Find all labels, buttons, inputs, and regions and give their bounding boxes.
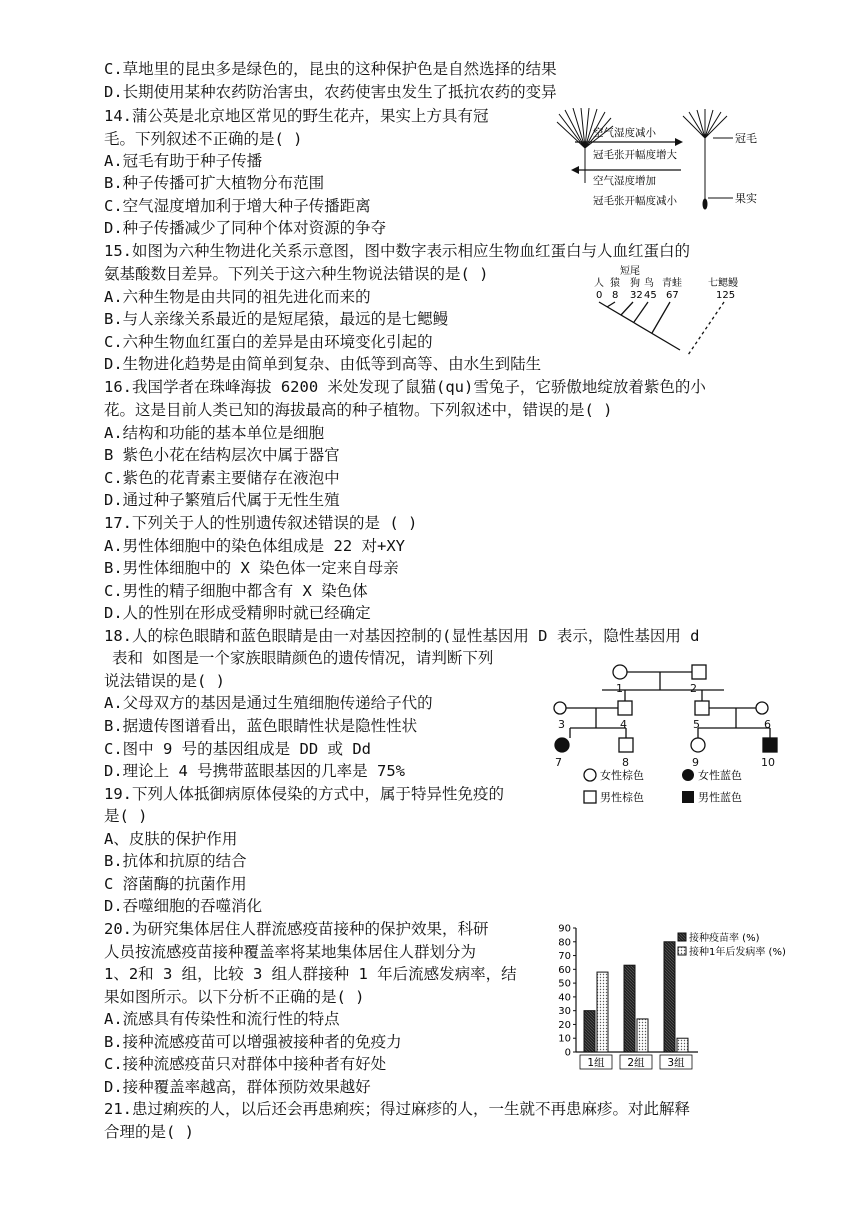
text-line-19: C.紫色的花青素主要储存在液泡中 [104, 469, 340, 487]
text-line-39: 20.为研究集体居住人群流感疫苗接种的保护效果，科研 [104, 920, 489, 938]
legend-incidence-rate: 接种1年后发病率 (%) [689, 947, 786, 958]
person-number: 2 [690, 682, 697, 695]
x-category-label: 2组 [627, 1057, 645, 1069]
person-2 [692, 665, 706, 679]
person-1 [613, 665, 627, 679]
person-number: 5 [693, 718, 700, 731]
text-line-33: 19.下列人体抵御病原体侵染的方式中，属于特异性免疫的 [104, 785, 504, 803]
tree-species: 人 [594, 278, 604, 289]
tree-extra-label: 短尾 [620, 266, 640, 277]
tree-species: 七鳃鳗 [708, 278, 738, 289]
person-9 [691, 738, 705, 752]
person-number: 6 [764, 718, 771, 731]
text-line-42: 果如图所示。以下分析不正确的是( ) [104, 988, 365, 1006]
text-line-18: B 紫色小花在结构层次中属于器官 [104, 446, 340, 464]
legend-female-blue: 女性蓝色 [698, 769, 742, 782]
vaccine-bar-chart [548, 922, 820, 1072]
y-tick-label: 80 [558, 937, 571, 949]
text-line-01: C.草地里的昆虫多是绿色的，昆虫的这种保护色是自然选择的结果 [104, 60, 557, 78]
y-tick-label: 70 [558, 951, 571, 963]
tree-value: 45 [644, 290, 657, 301]
tree-branches [599, 302, 724, 355]
text-line-28: 说法错误的是( ) [104, 672, 225, 690]
bar-vaccination [664, 942, 675, 1052]
fruit-label: 果实 [735, 192, 757, 205]
legend-vaccination-rate-swatch [678, 933, 686, 941]
text-line-48: 合理的是( ) [104, 1123, 194, 1141]
y-tick-label: 20 [558, 1019, 571, 1031]
text-line-46: D.接种覆盖率越高，群体预防效果越好 [104, 1078, 371, 1096]
text-line-05: A.冠毛有助于种子传播 [104, 152, 263, 170]
dandelion-row4: 冠毛张开幅度减小 [593, 195, 677, 207]
y-tick-label: 50 [558, 978, 571, 990]
y-tick-label: 40 [558, 992, 571, 1004]
text-line-43: A.流感具有传染性和流行性的特点 [104, 1010, 340, 1028]
text-line-02: D.长期使用某种农药防治害虫，农药使害虫发生了抵抗农药的变异 [104, 83, 557, 101]
legend-vaccination-rate: 接种疫苗率 (%) [689, 933, 760, 944]
text-line-45: C.接种流感疫苗只对群体中接种者有好处 [104, 1055, 387, 1073]
person-number: 4 [620, 718, 627, 731]
text-line-27: 表和 如图是一个家族眼睛颜色的遗传情况，请判断下列 [112, 649, 494, 667]
y-tick-label: 30 [558, 1006, 571, 1018]
legend-male-blue: 男性蓝色 [698, 791, 742, 804]
pappus-open-icon [557, 108, 613, 183]
person-number: 9 [692, 756, 699, 769]
text-line-29: A.父母双方的基因是通过生殖细胞传递给子代的 [104, 694, 433, 712]
text-line-11: A.六种生物是由共同的祖先进化而来的 [104, 288, 371, 306]
legend-female-brown-icon [584, 769, 596, 781]
bar-incidence [637, 1019, 648, 1052]
person-6 [756, 702, 768, 714]
bar-incidence [677, 1038, 688, 1052]
text-line-08: D.种子传播减少了同种个体对资源的争夺 [104, 219, 387, 237]
text-line-38: D.吞噬细胞的吞噬消化 [104, 897, 263, 915]
dandelion-row1: 空气湿度减小 [593, 127, 656, 139]
dandelion-row2: 冠毛张开幅度增大 [593, 149, 677, 161]
text-line-14: D.生物进化趋势是由简单到复杂、由低等到高等、由水生到陆生 [104, 355, 542, 373]
person-number: 3 [558, 718, 565, 731]
text-line-16: 花。这是目前人类已知的海拔最高的种子植物。下列叙述中，错误的是( ) [104, 401, 613, 419]
text-line-36: B.抗体和抗原的结合 [104, 852, 247, 870]
text-line-06: B.种子传播可扩大植物分布范围 [104, 174, 325, 192]
text-line-23: B.男性体细胞中的 X 染色体一定来自母亲 [104, 559, 399, 577]
legend-female-brown: 女性棕色 [600, 769, 644, 782]
person-number: 8 [622, 756, 629, 769]
text-line-09: 15.如图为六种生物进化关系示意图，图中数字表示相应生物血红蛋白与人血红蛋白的 [104, 242, 690, 260]
legend-male-brown: 男性棕色 [600, 791, 644, 804]
y-tick-label: 0 [564, 1047, 571, 1059]
legend-female-blue-icon [682, 769, 694, 781]
person-10 [763, 738, 777, 752]
dandelion-row3: 空气湿度增加 [593, 175, 656, 187]
pedigree-diagram [550, 658, 790, 808]
tree-species: 青蛙 [662, 278, 682, 289]
text-line-41: 1、2和 3 组，比较 3 组人群接种 1 年后流感发病率，结 [104, 965, 517, 983]
text-line-21: 17.下列关于人的性别遗传叙述错误的是 ( ) [104, 514, 418, 532]
person-7 [555, 738, 569, 752]
x-category-label: 1组 [587, 1057, 605, 1069]
y-tick-label: 90 [558, 923, 571, 935]
text-line-12: B.与人亲缘关系最近的是短尾猿，最远的是七鳃鳗 [104, 310, 449, 328]
text-line-37: C 溶菌酶的抗菌作用 [104, 875, 247, 893]
tree-value: 32 [630, 290, 643, 301]
person-number: 1 [616, 682, 623, 695]
text-line-35: A、皮肤的保护作用 [104, 830, 238, 848]
tree-species: 猿 [610, 278, 620, 289]
text-line-31: C.图中 9 号的基因组成是 DD 或 Dd [104, 740, 371, 758]
bar-vaccination [624, 965, 635, 1052]
person-3 [554, 702, 566, 714]
text-line-44: B.接种流感疫苗可以增强被接种者的免疫力 [104, 1033, 402, 1051]
tree-value: 67 [666, 290, 679, 301]
legend-male-blue-icon [682, 791, 694, 803]
text-line-40: 人员按流感疫苗接种覆盖率将某地集体居住人群划分为 [104, 943, 477, 961]
pappus-label: 冠毛 [735, 132, 757, 145]
legend-male-brown-icon [584, 791, 596, 803]
text-line-30: B.据遗传图谱看出，蓝色眼睛性状是隐性性状 [104, 717, 418, 735]
tree-value: 8 [612, 290, 619, 301]
text-line-04: 毛。下列叙述不正确的是( ) [104, 130, 303, 148]
text-line-34: 是( ) [104, 807, 148, 825]
text-line-26: 18.人的棕色眼睛和蓝色眼睛是由一对基因控制的(显性基因用 D 表示，隐性基因用 d [104, 627, 700, 645]
y-tick-label: 10 [558, 1033, 571, 1045]
bar-vaccination [584, 1011, 595, 1052]
person-number: 7 [555, 756, 562, 769]
text-line-24: C.男性的精子细胞中都含有 X 染色体 [104, 582, 368, 600]
person-5 [695, 701, 709, 715]
text-line-20: D.通过种子繁殖后代属于无性生殖 [104, 491, 340, 509]
text-line-22: A.男性体细胞中的染色体组成是 22 对+XY [104, 537, 405, 555]
evolution-tree-diagram [590, 265, 760, 360]
tree-species: 狗 [630, 278, 640, 289]
text-line-15: 16.我国学者在珠峰海拔 6200 米处发现了鼠猫(qu)雪兔子，它骄傲地绽放着紫色的小 [104, 378, 706, 396]
legend-incidence-rate-swatch [678, 947, 686, 955]
text-line-10: 氨基酸数目差异。下列关于这六种生物说法错误的是( ) [104, 265, 489, 283]
person-4 [618, 701, 632, 715]
text-line-07: C.空气湿度增加利于增大种子传播距离 [104, 197, 371, 215]
x-category-label: 3组 [667, 1057, 685, 1069]
text-line-25: D.人的性别在形成受精卵时就已经确定 [104, 604, 371, 622]
pappus-closed-icon [683, 109, 727, 209]
person-number: 10 [761, 756, 775, 769]
tree-value: 0 [596, 290, 603, 301]
text-line-47: 21.患过痢疾的人，以后还会再患痢疾；得过麻疹的人，一生就不再患麻疹。对此解释 [104, 1100, 690, 1118]
text-line-13: C.六种生物血红蛋白的差异是由环境变化引起的 [104, 333, 433, 351]
bar-incidence [597, 972, 608, 1052]
y-tick-label: 60 [558, 964, 571, 976]
text-line-32: D.理论上 4 号携带蓝眼基因的几率是 75% [104, 762, 405, 780]
text-line-17: A.结构和功能的基本单位是细胞 [104, 424, 325, 442]
dandelion-diagram [555, 108, 770, 218]
person-8 [619, 738, 633, 752]
tree-species: 鸟 [644, 278, 654, 289]
text-line-03: 14.蒲公英是北京地区常见的野生花卉，果实上方具有冠 [104, 107, 489, 125]
tree-value: 125 [716, 290, 736, 301]
